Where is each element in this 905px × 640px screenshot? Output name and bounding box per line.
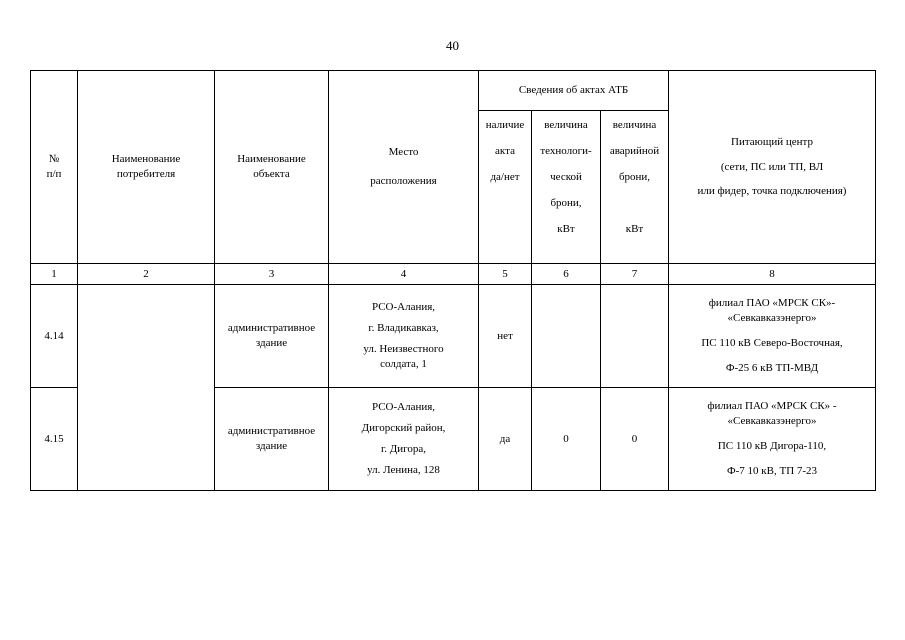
header-object: Наименование объекта [215,71,329,264]
object-cell: административное здание [215,388,329,491]
table-row [31,285,876,388]
object-cell: административное здание [215,285,329,388]
location-cell: РСО-Алания, Дигорский район, г. Дигора, ул. Ленина, 128 [329,388,479,491]
header-tech-reserve: величина технологи- ческой брони, кВт [532,111,601,264]
header-row-top [31,71,876,111]
power-center-cell: филиал ПАО «МРСК СК» - «Севкавказэнерго» ПС 110 кВ Дигора-110, Ф-7 10 кВ, ТП 7-23 [669,388,876,491]
tech-reserve-cell: 0 [532,388,601,491]
column-number: 8 [669,264,876,285]
atb-table [30,70,876,491]
page-number: 40 [446,38,459,53]
emergency-reserve-cell [601,285,669,388]
column-number: 7 [601,264,669,285]
column-number: 2 [78,264,215,285]
column-number: 1 [31,264,78,285]
header-power-center: Питающий центр (сети, ПС или ТП, ВЛ или фидер, точка подключения) [669,71,876,264]
column-number: 4 [329,264,479,285]
column-number: 5 [479,264,532,285]
emergency-reserve-cell: 0 [601,388,669,491]
header-consumer: Наименование потребителя [78,71,215,264]
column-number: 3 [215,264,329,285]
act-presence-cell: нет [479,285,532,388]
header-emergency-reserve: величина аварийной брони, кВт [601,111,669,264]
header-num: № п/п [31,71,78,264]
row-num: 4.15 [31,388,78,491]
row-num: 4.14 [31,285,78,388]
tech-reserve-cell [532,285,601,388]
consumer-cell [78,285,215,491]
header-location: Место расположения [329,71,479,264]
power-center-cell: филиал ПАО «МРСК СК»- «Севкавказэнерго» ПС 110 кВ Северо-Восточная, Ф-25 6 кВ ТП-МВД [669,285,876,388]
location-cell: РСО-Алания, г. Владикавказ, ул. Неизвестного солдата, 1 [329,285,479,388]
act-presence-cell: да [479,388,532,491]
column-number: 6 [532,264,601,285]
column-number-row [31,264,876,285]
header-atb-group: Сведения об актах АТБ [479,71,669,111]
header-act-presence: наличие акта да/нет [479,111,532,264]
